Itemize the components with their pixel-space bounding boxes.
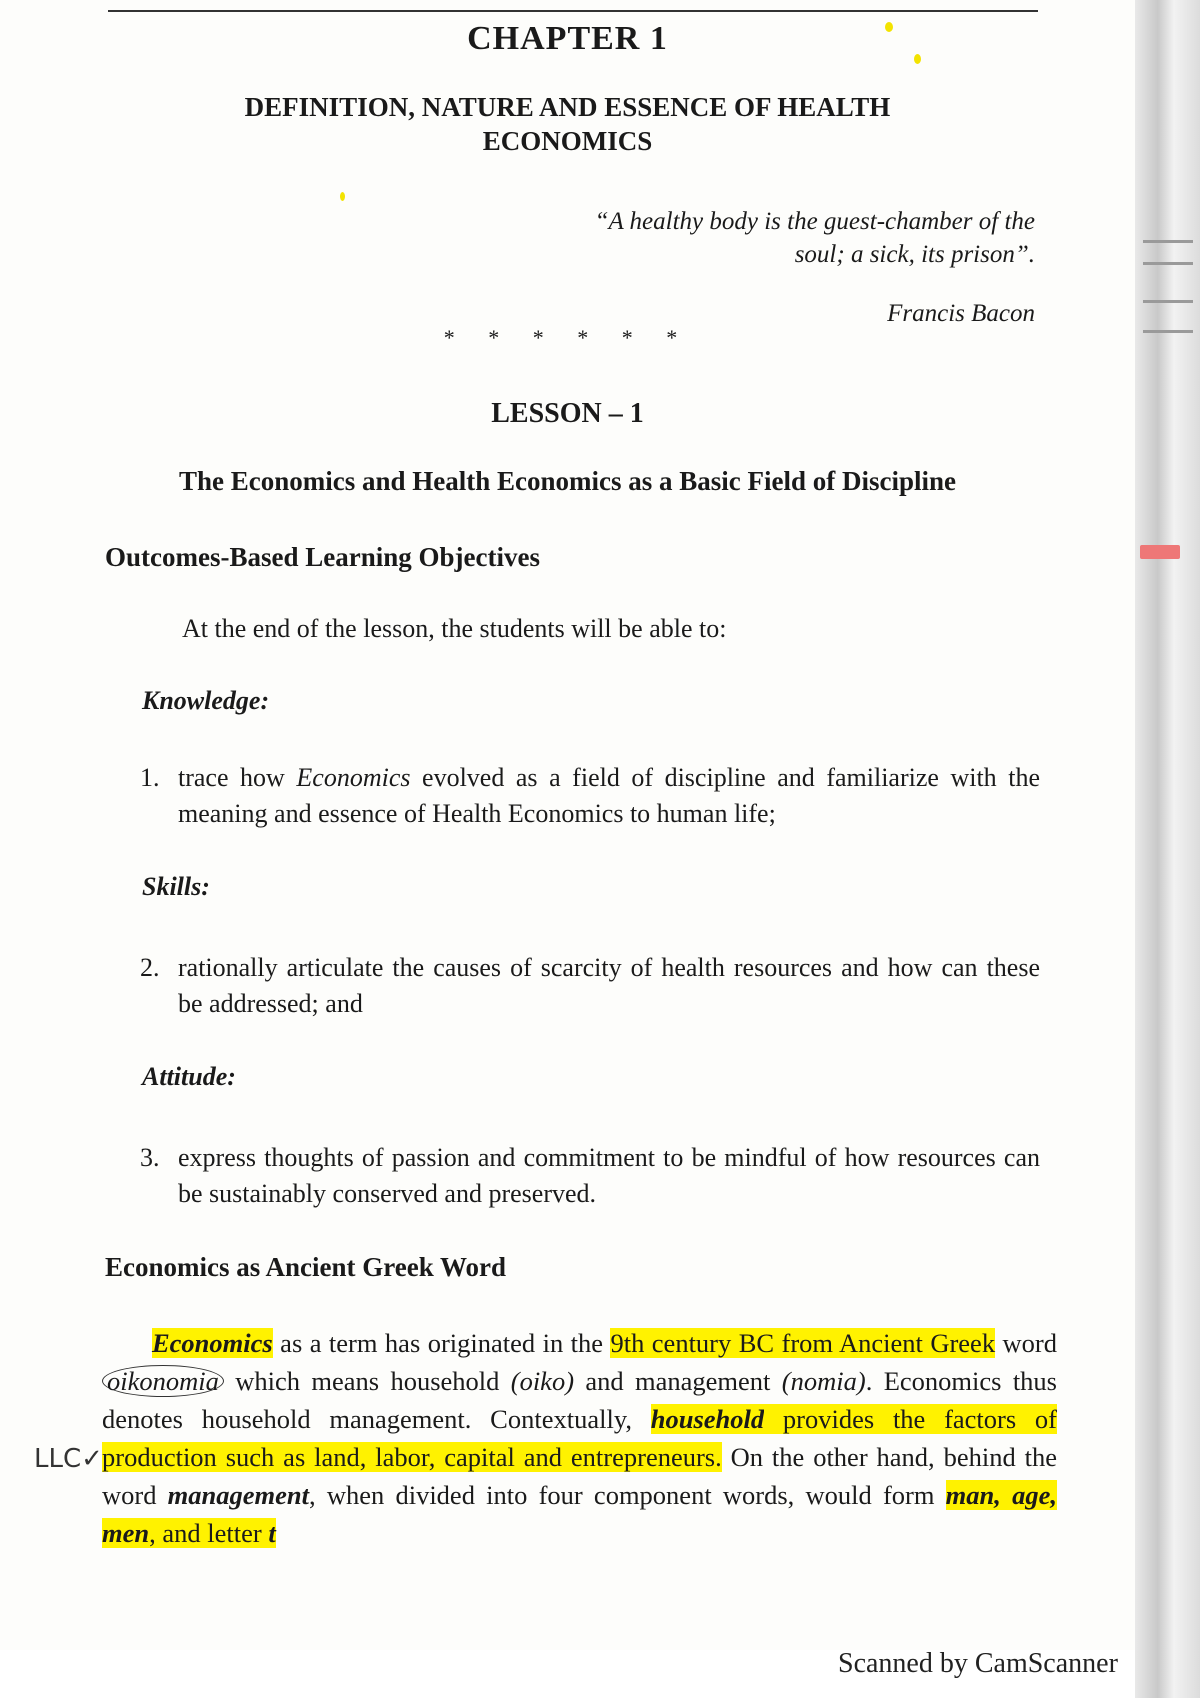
- highlighted-term: Economics: [152, 1328, 273, 1358]
- binding-stripe: [1143, 300, 1193, 303]
- objective-number: 3.: [140, 1143, 160, 1172]
- chapter-title-line2: ECONOMICS: [482, 126, 653, 156]
- highlighted-text: 9th century BC from Ancient Greek: [610, 1328, 996, 1358]
- highlighted-term: t: [268, 1518, 276, 1548]
- epigraph-quote: [475, 205, 1035, 271]
- handwritten-margin-note: LLC✓: [34, 1444, 103, 1474]
- book-binding-edge: [1135, 0, 1200, 1698]
- objectives-heading: Outcomes-Based Learning Objectives: [105, 542, 540, 572]
- objective-text-part: trace how: [178, 763, 297, 792]
- highlighted-text: provides the factors of production such as land, labor, capital and entrepreneurs.: [102, 1404, 1058, 1472]
- paragraph-text: and management: [574, 1366, 782, 1396]
- highlighted-text: , and letter: [149, 1518, 269, 1548]
- paragraph-emphasis: (nomia): [781, 1366, 866, 1396]
- paragraph-emphasis: management: [167, 1480, 310, 1510]
- quote-line2: soul; a sick, its prison”.: [794, 241, 1035, 268]
- section-heading: Economics as Ancient Greek Word: [105, 1252, 507, 1282]
- objective-text: express thoughts of passion and commitment to be mindful of how resources can be sustainably conserved and preserved.: [178, 1143, 1040, 1208]
- domain-knowledge: Knowledge:: [142, 686, 270, 715]
- paragraph-text: word: [995, 1328, 1057, 1358]
- paragraph-text: On the other hand, behind the word: [102, 1442, 1057, 1510]
- objectives-intro: At the end of the lesson, the students will be able to:: [182, 614, 727, 643]
- highlighter-speck: [885, 22, 893, 32]
- lesson-title: The Economics and Health Economics as a Basic Field of Discipline: [178, 466, 957, 496]
- objective-emphasis: Economics: [296, 763, 411, 792]
- objective-text: rationally articulate the causes of scarcity of health resources and how can these be addressed; and: [178, 953, 1040, 1018]
- paragraph-text: . Economics thus denotes household management. Contextually,: [102, 1366, 1057, 1434]
- scanner-watermark: Scanned by CamScanner: [838, 1648, 1118, 1679]
- top-rule: [108, 10, 1038, 12]
- chapter-title: [0, 90, 1135, 158]
- paragraph-text: , when divided into four component words, would form: [309, 1480, 946, 1510]
- domain-skills: Skills:: [142, 872, 210, 901]
- lesson-heading: LESSON – 1: [491, 398, 644, 429]
- objective-number: 1.: [140, 763, 160, 792]
- highlighted-term: man, age, men: [102, 1480, 1057, 1548]
- objective-text-part: evolved as a field of discipline and familiarize with the meaning and essence of Health Economics to human life;: [178, 763, 1040, 828]
- page-tab-marker: [1140, 545, 1180, 559]
- binding-stripe: [1143, 330, 1193, 333]
- binding-stripe: [1143, 262, 1193, 265]
- binding-stripe: [1143, 240, 1193, 243]
- body-paragraph: [102, 1324, 1057, 1552]
- quote-line1: “A healthy body is the guest-chamber of the: [594, 208, 1035, 235]
- quote-author: Francis Bacon: [887, 300, 1035, 327]
- highlighted-term: household: [650, 1404, 765, 1434]
- paragraph-text: as a term has originated in the: [272, 1328, 611, 1358]
- objective-item-1: [140, 760, 1040, 832]
- objective-item-2: [140, 950, 1040, 1022]
- separator-stars: * * * * * *: [443, 325, 692, 350]
- domain-attitude: Attitude:: [142, 1062, 236, 1091]
- objective-number: 2.: [140, 953, 160, 982]
- paragraph-text: which means household: [223, 1366, 511, 1396]
- objective-item-3: [140, 1140, 1040, 1212]
- objective-text: [140, 760, 1040, 832]
- chapter-title-line1: DEFINITION, NATURE AND ESSENCE OF HEALTH: [244, 92, 891, 122]
- chapter-heading: CHAPTER 1: [467, 20, 668, 57]
- highlighter-speck: [914, 54, 921, 64]
- circled-term: oikonomia: [102, 1365, 224, 1397]
- highlighter-speck: [340, 192, 345, 201]
- paragraph-emphasis: (oiko): [510, 1366, 575, 1396]
